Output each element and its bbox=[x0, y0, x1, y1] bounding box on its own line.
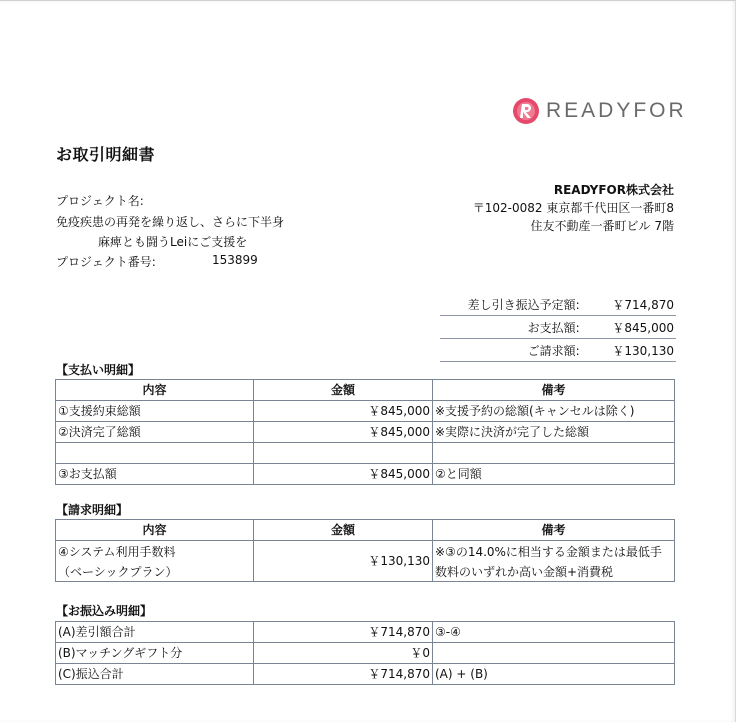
cell-note bbox=[433, 541, 675, 582]
cell-note: ③-④ bbox=[433, 622, 675, 643]
readyfor-logo bbox=[512, 97, 687, 125]
column-header: 備考 bbox=[433, 520, 675, 541]
project-number-label: プロジェクト番号: bbox=[56, 255, 156, 269]
transfer-section-heading: 【お振込み明細】 bbox=[56, 604, 153, 618]
table-row bbox=[56, 541, 675, 582]
summary-label: ご請求額: bbox=[440, 339, 598, 362]
payment-table bbox=[55, 379, 675, 485]
table-row bbox=[56, 401, 675, 422]
cell-item: ①支援約束総額 bbox=[56, 401, 254, 422]
cell-amount: ￥845,000 bbox=[254, 464, 433, 485]
cell-amount: ￥130,130 bbox=[254, 541, 433, 582]
cell-item: ③お支払額 bbox=[56, 464, 254, 485]
project-name-line2: 麻痺とも闘うLeiにご支援を bbox=[98, 235, 248, 249]
column-header: 金額 bbox=[254, 380, 433, 401]
empty-cell bbox=[433, 443, 675, 464]
empty-cell bbox=[254, 443, 433, 464]
cell-note: ※実際に決済が完了した総額 bbox=[433, 422, 675, 443]
payment-section-heading: 【支払い明細】 bbox=[56, 363, 141, 377]
cell-note bbox=[433, 643, 675, 664]
cell-item: (C)振込合計 bbox=[56, 664, 254, 685]
cell-amount: ￥0 bbox=[254, 643, 433, 664]
company-name: READYFOR株式会社 bbox=[553, 183, 674, 197]
summary-table bbox=[440, 293, 676, 362]
spacer-row bbox=[56, 443, 675, 464]
note-line2: 数料のいずれか高い金額+消費税 bbox=[435, 565, 614, 579]
cell-item: (B)マッチングギフト分 bbox=[56, 643, 254, 664]
table-row bbox=[56, 664, 675, 685]
readyfor-logo-icon bbox=[512, 97, 540, 125]
summary-value: ￥714,870 bbox=[598, 293, 676, 316]
cell-item bbox=[56, 541, 254, 582]
empty-cell bbox=[56, 443, 254, 464]
billing-table bbox=[55, 519, 675, 582]
summary-value: ￥130,130 bbox=[598, 339, 676, 362]
summary-row bbox=[440, 339, 676, 362]
note-line1: ※③の14.0%に相当する金額または最低手 bbox=[435, 545, 662, 559]
column-header: 内容 bbox=[56, 520, 254, 541]
project-name-line1: 免疫疾患の再発を繰り返し、さらに下半身 bbox=[56, 215, 285, 229]
column-header: 金額 bbox=[254, 520, 433, 541]
table-row bbox=[56, 643, 675, 664]
cell-note: (A) + (B) bbox=[433, 664, 675, 685]
summary-label: 差し引き振込予定額: bbox=[440, 293, 598, 316]
table-row bbox=[56, 422, 675, 443]
table-row bbox=[56, 464, 675, 485]
cell-item: ②決済完了総額 bbox=[56, 422, 254, 443]
cell-amount: ￥845,000 bbox=[254, 422, 433, 443]
billing-section-heading: 【請求明細】 bbox=[56, 503, 129, 517]
project-name-label: プロジェクト名: bbox=[56, 194, 144, 208]
table-header-row bbox=[56, 520, 675, 541]
company-address-line1: 〒102-0082 東京都千代田区一番町8 bbox=[472, 201, 674, 215]
cell-item: (A)差引額合計 bbox=[56, 622, 254, 643]
column-header: 内容 bbox=[56, 380, 254, 401]
summary-value: ￥845,000 bbox=[598, 316, 676, 339]
item-line1: ④システム利用手数料 bbox=[58, 545, 176, 559]
summary-label: お支払額: bbox=[440, 316, 598, 339]
cell-note: ※支援予約の総額(キャンセルは除く) bbox=[433, 401, 675, 422]
table-header-row bbox=[56, 380, 675, 401]
summary-row bbox=[440, 316, 676, 339]
project-number-value: 153899 bbox=[212, 253, 258, 267]
transfer-table bbox=[55, 621, 675, 685]
cell-amount: ￥845,000 bbox=[254, 401, 433, 422]
cell-note: ②と同額 bbox=[433, 464, 675, 485]
logo-wordmark: READYFOR bbox=[546, 99, 687, 122]
column-header: 備考 bbox=[433, 380, 675, 401]
document-title: お取引明細書 bbox=[56, 145, 156, 164]
company-address-line2: 住友不動産一番町ビル 7階 bbox=[530, 219, 674, 233]
summary-row bbox=[440, 293, 676, 316]
item-line2: （ベーシックプラン） bbox=[58, 565, 178, 579]
cell-amount: ￥714,870 bbox=[254, 664, 433, 685]
cell-amount: ￥714,870 bbox=[254, 622, 433, 643]
table-row bbox=[56, 622, 675, 643]
